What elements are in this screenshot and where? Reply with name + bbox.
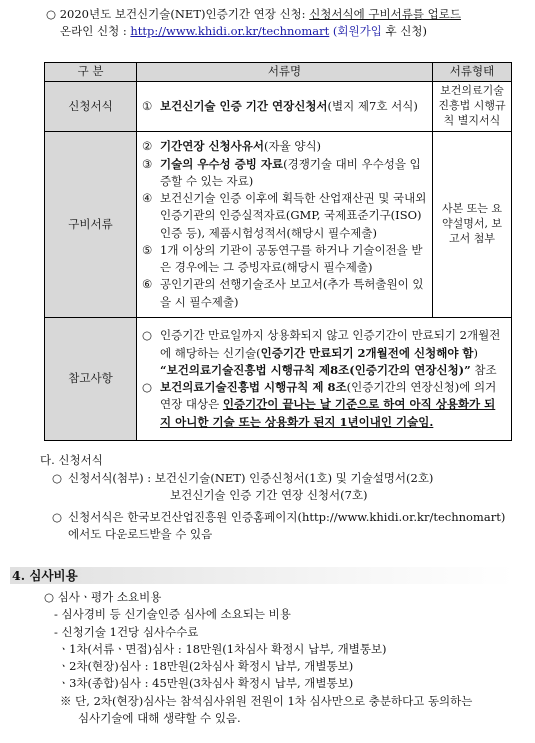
- fees-item: - 심사경비 등 신기술인증 심사에 소요되는 비용: [54, 607, 291, 622]
- forms-list: [52, 470, 522, 543]
- technomart-link[interactable]: http://www.khidi.or.kr/technomart: [130, 24, 330, 39]
- list-item: ○ 신청서식은 한국보건산업진흥원 인증홈페이지(http://www.khidi.or.kr/technomart) 에서도 다운로드받을 수 있음: [52, 509, 506, 541]
- documents-table: [44, 62, 512, 441]
- fee-note-cont: 심사기술에 대해 생략할 수 있음.: [78, 710, 241, 725]
- list-item: ⑥ 공인기관의 선행기술조사 보고서(추가 특허출원이 있을 시 필수제출): [142, 277, 424, 309]
- header-form: 서류형태: [433, 63, 512, 82]
- fee-row: ㆍ2차(현장)심사 : 18만원(2차심사 확정시 납부, 개별통보): [58, 659, 354, 673]
- intro-line-2: [46, 23, 526, 40]
- table-row: [45, 82, 512, 132]
- list-item: ⑤ 1개 이상의 기관이 공동연구를 하거나 기술이전을 받은 경우에는 그 증빙자료(해당시 필수제출): [142, 242, 423, 274]
- section-fees-title: 4. 심사비용: [10, 567, 514, 584]
- apply-note: 후 신청): [381, 24, 427, 39]
- form-cell: 보건의료기술 진흥법 시행규칙 별지서식: [433, 82, 512, 132]
- section-forms-title: 다. 신청서식: [40, 453, 103, 467]
- fee-row: ㆍ3차(종합)심사 : 45만원(3차심사 확정시 납부, 개별통보): [58, 676, 354, 691]
- table-row: [45, 318, 512, 441]
- fees-subheading: ○ 심사ㆍ평가 소요비용: [44, 590, 162, 604]
- category-cell: 구비서류: [45, 132, 137, 318]
- category-cell: 신청서식: [45, 82, 137, 132]
- document-cell: [137, 132, 433, 318]
- header-document: 서류명: [137, 63, 433, 82]
- list-item: ③ 기술의 우수성 증빙 자료(경쟁기술 대비 우수성을 입증할 수 있는 자료): [142, 156, 421, 188]
- list-item: ② 기간연장 신청사유서(자율 양식): [142, 139, 322, 154]
- form-cell: 사본 또는 요약설명서, 보고서 첨부: [433, 132, 512, 318]
- intro-line-1: [46, 6, 526, 23]
- online-label: 온라인 신청 :: [60, 24, 131, 39]
- fee-note: ※ 단, 2차(현장)심사는 참석심사위원 전원이 1차 심사만으로 충분하다고 동의하는: [60, 693, 473, 708]
- fees-item: - 신청기술 1건당 심사수수료: [54, 624, 199, 639]
- intro-title-underlined: 신청서식에 구비서류를 업로드: [309, 7, 461, 21]
- category-cell: 참고사항: [45, 318, 137, 441]
- intro-bullet: ○: [46, 7, 57, 21]
- fees-block: [44, 589, 524, 727]
- signup-note: (회원가입: [329, 24, 382, 39]
- notes-cell: [137, 318, 512, 441]
- intro-title: 2020년도 보건신기술(NET)인증기간 연장 신청:: [59, 7, 310, 21]
- intro-block: [46, 6, 526, 41]
- header-category: 구 분: [45, 63, 137, 82]
- fee-row: ㆍ1차(서류ㆍ면접)심사 : 18만원(1차심사 확정시 납부, 개별통보): [58, 641, 387, 656]
- list-item: ○ 인증기간 만료일까지 상용화되지 않고 인증기간이 만료되기 2개월전에 해당하는 신기술(인증기간 만료되기 2개월전에 신청해야 함) “보건의료기술진흥법 시행규칙 제8조(인증기간의 연장신청)” 참조: [142, 328, 501, 377]
- list-item: ○ 보건의료기술진흥법 시행규칙 제 8조(인증기간의 연장신청)에 의거 연장 대상은 인증기간이 끝나는 날 기준으로 하여 아직 상용화가 되지 아니한 기술 또는 상용화가 된지 1년이내인 기술임.: [142, 380, 497, 429]
- table-row: [45, 132, 512, 318]
- document-cell: [137, 82, 433, 132]
- table-header-row: [45, 63, 512, 82]
- list-item: ○ 신청서식(첨부) : 보건신기술(NET) 인증신청서(1호) 및 기술설명서(2호) 보건신기술 인증 기간 연장 신청서(7호): [52, 471, 434, 503]
- list-item: ① 보건신기술 인증 기간 연장신청서(별지 제7호 서식): [142, 98, 418, 113]
- list-item: ④ 보건신기술 인증 이후에 획득한 산업재산권 및 국내외 인증기관의 인증실적자료(GMP, 국제표준기구(ISO)인증 등), 제품시험성적서(해당시 필수제출): [142, 191, 427, 240]
